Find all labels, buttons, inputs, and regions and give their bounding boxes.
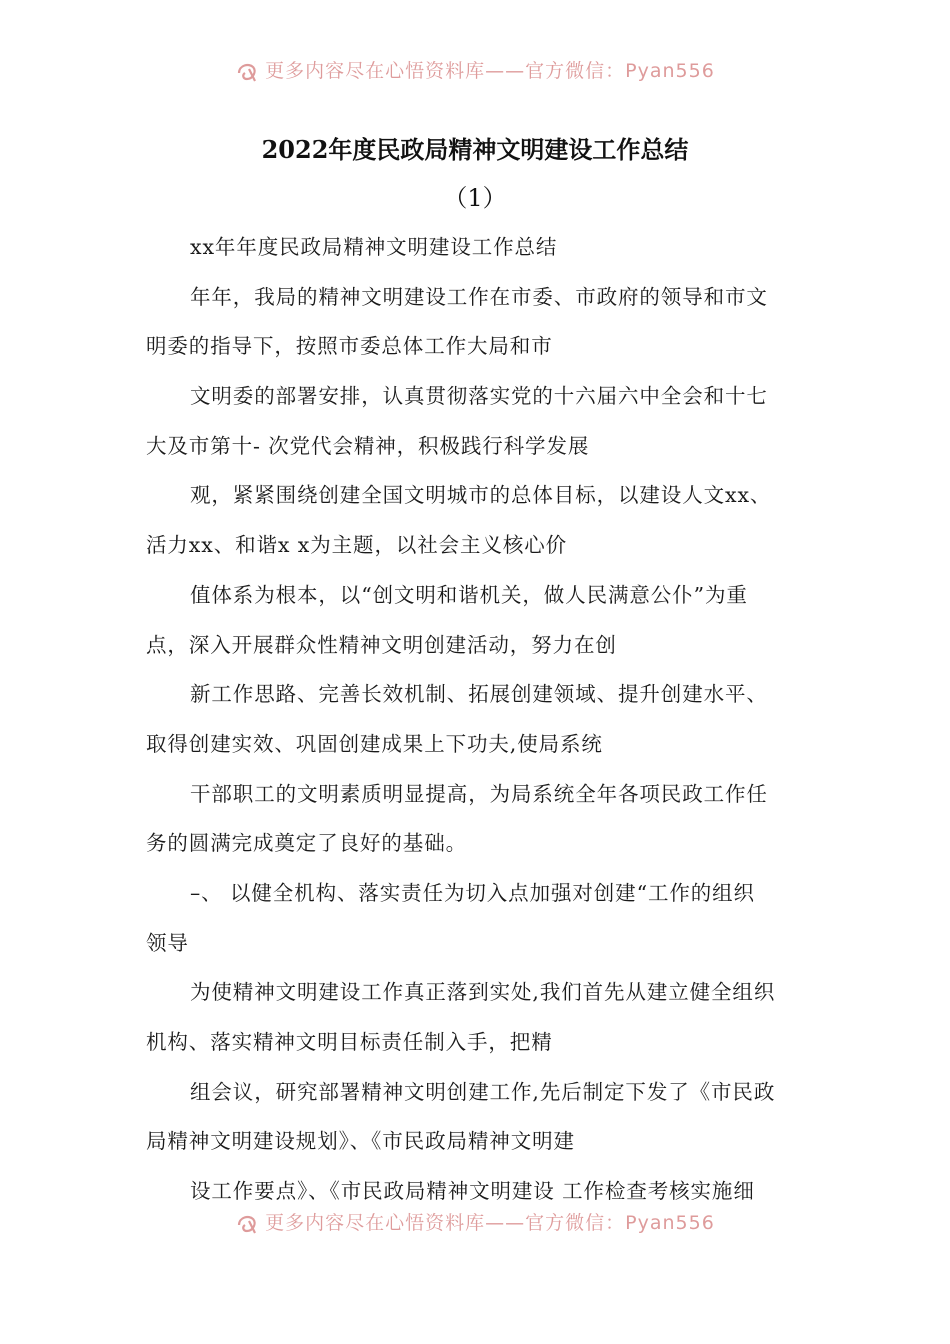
watermark-text: 更多内容尽在心悟资料库——官方微信： bbox=[265, 1212, 626, 1234]
brand-logo-icon bbox=[235, 1211, 261, 1237]
watermark-handle: Pyan556 bbox=[625, 60, 715, 82]
body-line: 为使精神文明建设工作真正落到实处,我们首先从建立健全组织 bbox=[190, 980, 776, 1005]
body-line: 设工作要点》、《市民政局精神文明建设 工作检查考核实施细 bbox=[190, 1179, 755, 1204]
body-line: 局精神文明建设规划》、《市民政局精神文明建 bbox=[146, 1129, 575, 1154]
body-line: 点，深入开展群众性精神文明创建活动，努力在创 bbox=[146, 632, 617, 657]
body-line: xx年年度民政局精神文明建设工作总结 bbox=[190, 235, 558, 259]
watermark-top bbox=[0, 56, 950, 86]
body-line: 年年，我局的精神文明建设工作在市委、市政府的领导和市文 bbox=[190, 284, 768, 309]
body-line: 观，紧紧围绕创建全国文明城市的总体目标，以建设人文xx、 bbox=[190, 483, 772, 508]
body-line: –、 以健全机构、落实责任为切入点加强对创建“工作的组织 bbox=[190, 880, 755, 905]
body-line: 值体系为根本，以“创文明和谐机关，做人民满意公仆”为重 bbox=[190, 582, 748, 607]
watermark-bottom bbox=[0, 1208, 950, 1238]
body-line: 干部职工的文明素质明显提高，为局系统全年各项民政工作任 bbox=[190, 781, 768, 806]
document-body bbox=[146, 230, 808, 1224]
brand-logo-icon bbox=[235, 59, 261, 85]
body-line: 新工作思路、完善长效机制、拓展创建领域、提升创建水平、 bbox=[190, 682, 768, 707]
body-line: 取得创建实效、巩固创建成果上下功夫,使局系统 bbox=[146, 731, 603, 756]
body-line: 文明委的部署安排，认真贯彻落实党的十六届六中全会和十七 bbox=[190, 384, 768, 409]
watermark-handle: Pyan556 bbox=[625, 1212, 715, 1234]
body-line: 机构、落实精神文明目标责任制入手，把精 bbox=[146, 1030, 553, 1054]
body-line: 大及市第十- 次党代会精神，积极践行科学发展 bbox=[146, 433, 590, 458]
body-line: 领导 bbox=[146, 930, 189, 955]
watermark-text: 更多内容尽在心悟资料库——官方微信： bbox=[265, 60, 626, 82]
document-title: 2022年度民政局精神文明建设工作总结 bbox=[261, 135, 689, 164]
body-line: 组会议，研究部署精神文明创建工作,先后制定下发了《市民政 bbox=[190, 1079, 776, 1104]
body-line: 明委的指导下，按照市委总体工作大局和市 bbox=[146, 334, 553, 359]
body-line: 活力xx、和谐x x为主题，以社会主义核心价 bbox=[146, 533, 568, 558]
body-line: 务的圆满完成奠定了良好的基础。 bbox=[146, 831, 467, 856]
document-subtitle: （1） bbox=[443, 184, 507, 212]
